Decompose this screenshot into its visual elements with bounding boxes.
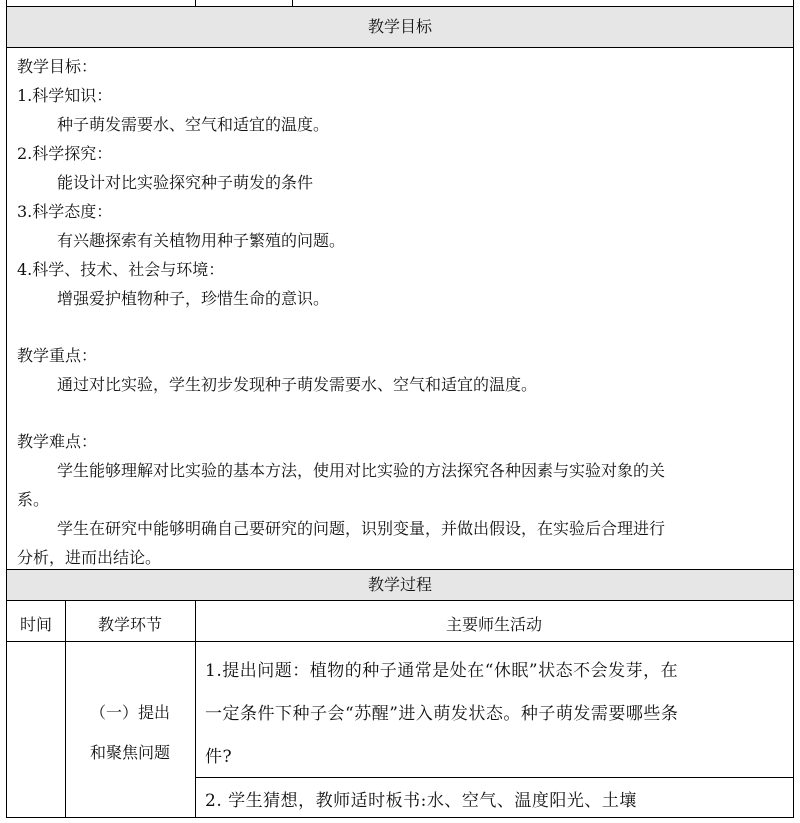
focus-text: 通过对比实验，学生初步发现种子萌发需要水、空气和适宜的温度。	[57, 375, 538, 394]
goals-intro: 教学目标：	[17, 57, 98, 76]
row-border	[7, 600, 793, 601]
activity-line-1: 1.提出问题：植物的种子通常是处在“休眠”状态不会发芽，在	[205, 661, 679, 681]
stage-line-1: （一）提出	[89, 703, 170, 722]
goal-2-title: 2.科学探究：	[17, 144, 113, 163]
difficulty-text-1: 学生能够理解对比实验的基本方法，使用对比实验的方法探究各种因素与实验对象的关	[57, 461, 666, 480]
lesson-plan-table	[6, 0, 794, 818]
activity-line-3: 件?	[205, 747, 233, 767]
activity-line-2: 一定条件下种子会“苏醒”进入萌发状态。种子萌发需要哪些条	[205, 704, 679, 724]
goal-1-text: 种子萌发需要水、空气和适宜的温度。	[57, 115, 330, 134]
goal-2-text: 能设计对比实验探究种子萌发的条件	[57, 173, 314, 192]
difficulty-text-1-cont: 系。	[17, 490, 50, 509]
difficulty-text-2-cont: 分析，进而出结论。	[17, 548, 162, 567]
row-border	[7, 47, 793, 48]
difficulty-title: 教学难点：	[17, 432, 98, 451]
stage-line-2: 和聚焦问题	[89, 743, 170, 762]
column-header-activity: 主要师生活动	[445, 615, 542, 634]
goal-4-text: 增强爱护植物种子，珍惜生命的意识。	[57, 289, 330, 308]
goals-header: 教学目标	[7, 7, 793, 47]
activity-line-4: 2. 学生猜想，教师适时板书:水、空气、温度阳光、土壤	[205, 791, 637, 811]
goal-3-title: 3.科学态度：	[17, 202, 113, 221]
column-header-time: 时间	[19, 615, 52, 634]
activity-row-divider	[195, 777, 793, 778]
goal-3-text: 有兴趣探索有关植物用种子繁殖的问题。	[57, 231, 346, 250]
column-header-stage: 教学环节	[97, 615, 162, 634]
process-header: 教学过程	[7, 570, 793, 600]
goal-4-title: 4.科学、技术、社会与环境：	[17, 260, 225, 279]
focus-title: 教学重点：	[17, 346, 98, 365]
goal-1-title: 1.科学知识：	[17, 86, 113, 105]
row-border	[7, 641, 793, 642]
difficulty-text-2: 学生在研究中能够明确自己要研究的问题，识别变量，并做出假设，在实验后合理进行	[57, 519, 666, 538]
